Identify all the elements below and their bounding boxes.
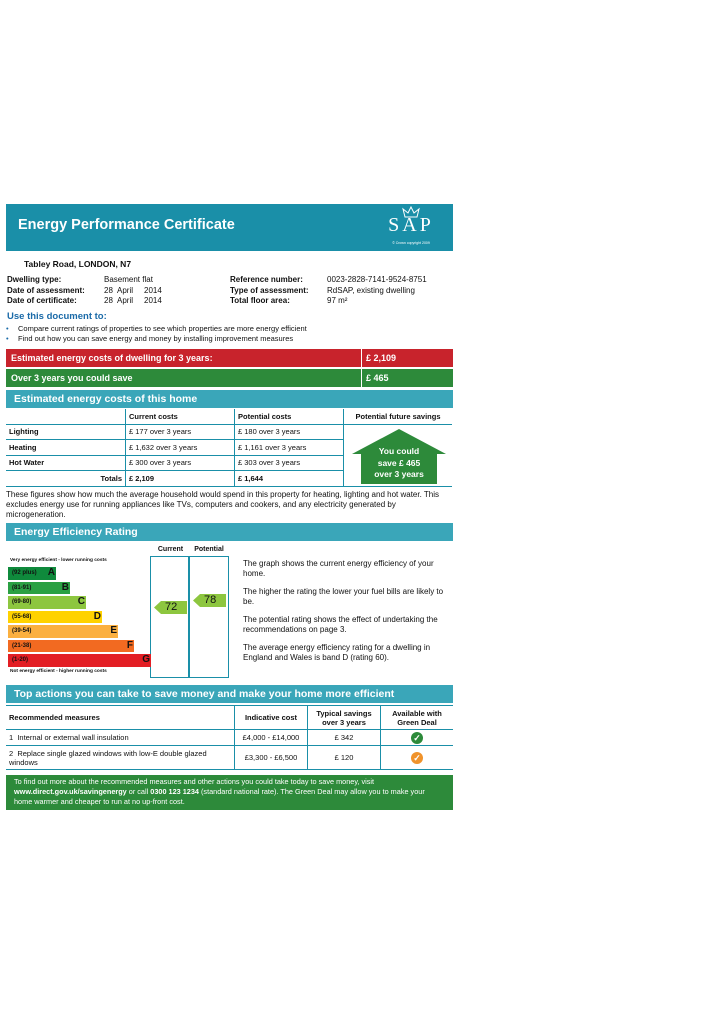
potential-column	[189, 556, 229, 678]
property-address: Tabley Road, LONDON, N7	[24, 259, 132, 269]
certificate-date-label: Date of certificate:	[7, 296, 77, 305]
dwelling-info-left	[7, 275, 162, 307]
column-header: Potential future savings	[344, 409, 453, 424]
band-range: (21-38)	[12, 642, 32, 649]
rating-band	[8, 567, 56, 580]
house-line-1: You could	[378, 446, 420, 456]
assessment-type-label: Type of assessment:	[230, 285, 309, 295]
potential-cost: £ 1,161 over 3 years	[235, 440, 344, 456]
totals-label: Totals	[6, 471, 126, 487]
rating-explanation	[243, 559, 455, 671]
certificate-month: April	[117, 296, 134, 305]
rating-band	[8, 596, 86, 609]
potential-column-header: Potential	[194, 546, 224, 553]
savings-label: Over 3 years you could save	[11, 373, 133, 383]
explanation-paragraph: The average energy efficiency rating for a dwelling in England and Wales is band D (rating 60).	[243, 643, 431, 662]
footer-text: or call	[126, 787, 151, 796]
certificate-day: 28	[104, 296, 113, 305]
table-header-row	[6, 706, 453, 730]
potential-cost: £ 303 over 3 years	[235, 455, 344, 471]
savings-value: £ 465	[361, 369, 453, 387]
energy-cost-bar	[6, 349, 453, 367]
certificate-year: 2014	[144, 296, 162, 305]
column-header: Typical savings over 3 years	[308, 706, 381, 730]
savings-house	[351, 428, 447, 484]
band-range: (81-91)	[12, 584, 32, 591]
footer-text: To find out more about the recommended measures and other actions you could take today to save money, visit	[14, 777, 375, 786]
rating-band	[8, 611, 102, 624]
current-rating-arrow	[154, 601, 187, 614]
assessment-type-value: RdSAP, existing dwelling	[327, 285, 415, 295]
table-header-row	[6, 409, 452, 424]
column-header: Available with Green Deal	[381, 706, 454, 730]
house-text	[351, 446, 447, 481]
assessment-year: 2014	[144, 285, 162, 295]
band-letter: G	[142, 654, 150, 665]
band-range: (39-54)	[12, 628, 32, 634]
potential-cost: £ 180 over 3 years	[235, 424, 344, 440]
epc-header	[6, 204, 453, 251]
totals-current: £ 2,109	[126, 471, 235, 487]
rating-band	[8, 654, 151, 667]
current-cost: £ 300 over 3 years	[126, 455, 235, 471]
column-header: Indicative cost	[235, 706, 308, 730]
band-letter: D	[93, 610, 101, 622]
assessment-date-label: Date of assessment:	[7, 285, 85, 295]
costs-note: These figures show how much the average household would spend in this property for heating, lighting and hot water. This excludes energy use for running appliances like TVs, computers and cookers, and any electricity generated by microgeneration.	[6, 490, 440, 519]
list-item: Find out how you can save energy and money by installing improvement measures	[18, 334, 294, 343]
check-icon: ✓	[411, 752, 423, 764]
footer-phone: 0300 123 1234	[150, 787, 199, 796]
house-line-2: save £ 465	[377, 457, 421, 468]
row-label: Lighting	[6, 424, 126, 440]
use-document-list	[6, 324, 307, 344]
floor-area-label: Total floor area:	[230, 296, 290, 305]
reference-value: 0023-2828-7141-9524-8751	[327, 275, 427, 284]
indicative-cost: £4,000 - £14,000	[235, 730, 308, 746]
band-letter: C	[77, 596, 85, 607]
list-item: Compare current ratings of properties to see which properties are more energy efficient	[18, 324, 307, 333]
energy-cost-label: Estimated energy costs of dwelling for 3 years:	[11, 353, 213, 363]
band-letter: F	[126, 639, 133, 651]
explanation-paragraph: The potential rating shows the effect of undertaking the recommendations on page 3.	[243, 615, 438, 634]
dwelling-type-value: Basement flat	[104, 275, 153, 284]
rating-section-heading: Energy Efficiency Rating	[6, 523, 453, 541]
reference-label: Reference number:	[230, 275, 303, 284]
band-range: (55-68)	[12, 613, 32, 620]
top-actions-table	[6, 705, 453, 770]
bullet-icon: •	[6, 334, 9, 343]
assessment-day: 28	[104, 285, 113, 295]
inefficient-note: Not energy efficient - higher running costs	[10, 669, 107, 674]
sap-logo-text: SAP	[388, 214, 434, 236]
footer-info	[6, 775, 453, 810]
measure-text: Internal or external wall insulation	[17, 733, 129, 742]
efficient-note: Very energy efficient - lower running costs	[10, 558, 107, 563]
measure-number: 1	[9, 733, 14, 742]
actions-section-heading: Top actions you can take to save money and make your home more efficient	[6, 685, 453, 703]
costs-section-heading: Estimated energy costs of this home	[6, 390, 453, 408]
dwelling-info-right	[230, 275, 427, 307]
measure-text: Replace single glazed windows with low-E double glazed windows	[9, 748, 207, 767]
potential-rating-arrow	[193, 594, 226, 607]
band-letter: E	[110, 625, 117, 636]
sap-logo	[379, 206, 443, 248]
table-row	[6, 746, 453, 770]
typical-saving: £ 342	[308, 730, 381, 746]
current-column	[150, 556, 189, 678]
potential-rating-value: 78	[204, 594, 217, 606]
totals-potential: £ 1,644	[235, 471, 344, 487]
energy-cost-value: £ 2,109	[361, 349, 453, 367]
band-range: (1-20)	[12, 657, 29, 663]
page-title: Energy Performance Certificate	[18, 217, 235, 233]
copyright-text: © Crown copyright 2009	[392, 241, 430, 245]
rating-band	[8, 582, 70, 595]
footer-link[interactable]: www.direct.gov.uk/savingenergy	[14, 787, 127, 796]
efficiency-rating-graph	[6, 544, 230, 677]
bullet-icon: •	[6, 324, 9, 333]
house-line-3: over 3 years	[374, 469, 424, 479]
column-header: Current costs	[126, 409, 235, 424]
column-header: Potential costs	[235, 409, 344, 424]
dwelling-type-label: Dwelling type:	[7, 275, 62, 284]
band-letter: B	[61, 581, 69, 593]
row-label: Heating	[6, 440, 126, 456]
assessment-month: April	[117, 285, 134, 295]
check-icon: ✓	[411, 732, 423, 744]
indicative-cost: £3,300 - £6,500	[235, 746, 308, 770]
rating-band	[8, 625, 118, 638]
table-row	[6, 730, 453, 746]
band-range: (69-80)	[12, 599, 32, 605]
column-header: Recommended measures	[6, 706, 235, 730]
footer-text: (standard national rate). The Green Deal may allow you to make your home warmer and cheaper to run at no up-front cost.	[14, 787, 425, 806]
band-letter: A	[47, 567, 55, 578]
measure-number: 2	[9, 748, 14, 758]
row-label: Hot Water	[6, 455, 126, 471]
epc-document	[6, 204, 453, 806]
current-rating-value: 72	[165, 601, 178, 613]
use-document-heading: Use this document to:	[7, 311, 107, 322]
band-range: (92 plus)	[12, 570, 37, 576]
explanation-paragraph: The graph shows the current energy efficiency of your home.	[243, 559, 434, 578]
explanation-paragraph: The higher the rating the lower your fuel bills are likely to be.	[243, 587, 444, 606]
current-cost: £ 1,632 over 3 years	[126, 440, 235, 456]
current-column-header: Current	[157, 546, 184, 553]
savings-bar	[6, 369, 453, 387]
current-cost: £ 177 over 3 years	[126, 424, 235, 440]
floor-area-value: 97 m²	[327, 296, 348, 305]
rating-band	[8, 640, 134, 653]
typical-saving: £ 120	[308, 746, 381, 770]
